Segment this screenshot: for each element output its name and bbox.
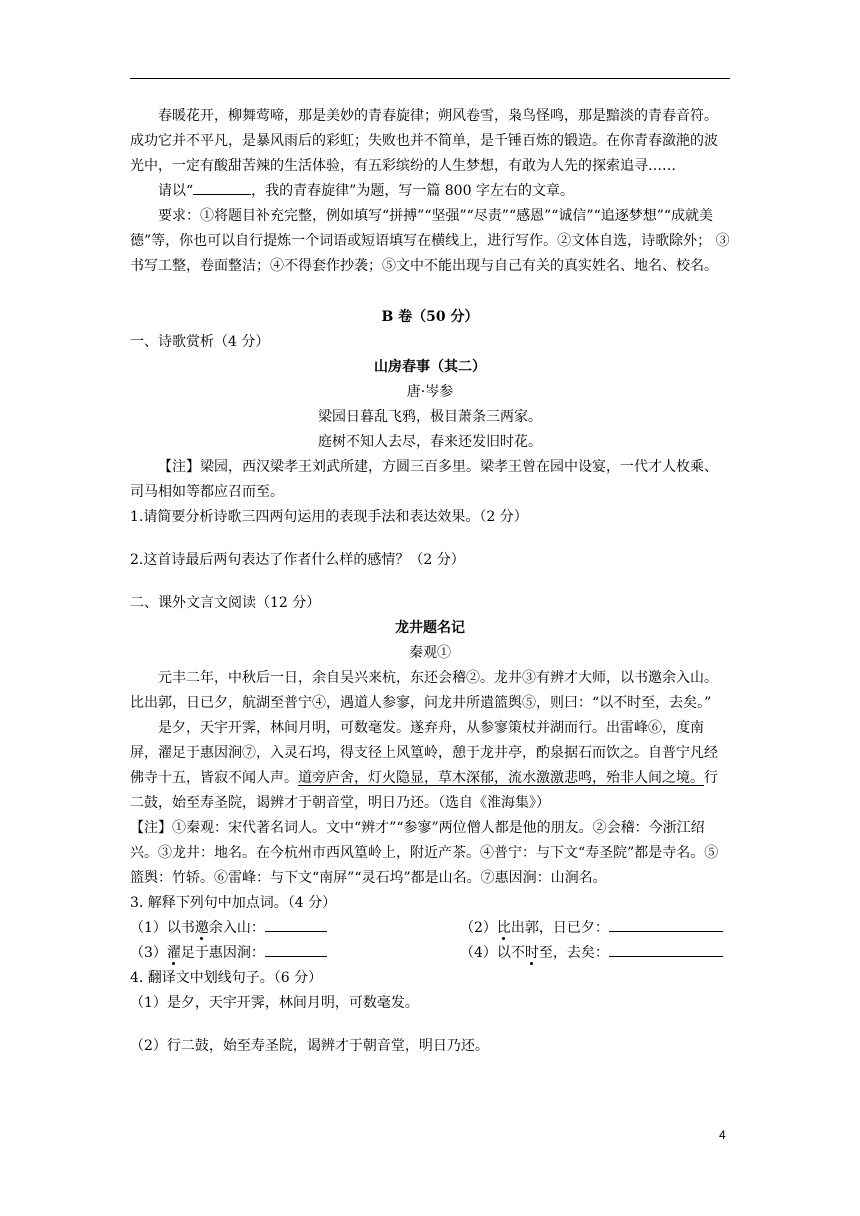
dotted-word: 邀 [194, 920, 209, 936]
dotted-word: 时 [524, 945, 539, 961]
dotted-word: 濯 [166, 945, 181, 961]
header-rule [130, 78, 730, 79]
q3-row [130, 916, 730, 941]
q3-item-1: （1）以书邀余入山： [130, 916, 460, 941]
poem-line: 梁园日暮乱飞鸦，极目萧条三两家。 [318, 409, 542, 425]
part2-heading: 二、课外文言文阅读（12 分） [130, 595, 321, 611]
text-author: 秦观① [409, 645, 451, 661]
question-4-2: （2）行二鼓，始至寿圣院，谒辨才于朝音堂，明日乃还。 [130, 1038, 489, 1054]
poem-title: 山房春事（其二） [374, 359, 486, 375]
page-number: 4 [719, 1128, 726, 1142]
text-title: 龙井题名记 [395, 620, 465, 636]
answer-blank[interactable] [609, 942, 723, 957]
poem-line: 庭树不知人去尽，春来还发旧时花。 [318, 434, 542, 450]
question-4-1: （1）是夕，天宇开霁，林间月明，可数毫发。 [130, 995, 419, 1011]
essay-prompt: 请以“ ，我的青春旋律”为题，写一篇 800 字左右的文章。 [130, 179, 730, 204]
question-3: 3. 解释下列句中加点词。（4 分） [130, 895, 337, 911]
text-note: 【注】①秦观：宋代著名词人。文中“辨才”“参寥”两位僧人都是他的朋友。②会稽：今浙江绍兴。③龙井：地名。在今杭州市西风篁岭上，附近产茶。④普宁：与下文“寿圣院”都是寺名。⑤篮舆：竹轿。⑥雷峰：与下文“南屏”“灵石坞”都是山名。⑦惠因涧：山涧名。 [130, 820, 719, 886]
q3-item-4: （4）以不时至，去矣： [460, 941, 730, 966]
underlined-sentence: 道旁庐舍，灯火隐显，草木深郁，流水激激悲鸣，殆非人间之境。 [298, 770, 704, 786]
dotted-word: 比 [496, 920, 511, 936]
q3-item-3: （3）濯足于惠因涧： [130, 941, 460, 966]
question-4: 4. 翻译文中划线句子。（6 分） [130, 970, 323, 986]
title-blank[interactable] [193, 180, 251, 195]
answer-blank[interactable] [265, 942, 327, 957]
part1-heading: 一、诗歌赏析（4 分） [130, 334, 270, 350]
poem-note: 【注】梁园，西汉梁孝王刘武所建，方圆三百多里。梁孝王曾在园中设宴，一代才人枚乘、司马相如等都应召而至。 [130, 459, 718, 500]
text-paragraph: 元丰二年，中秋后一日，余自吴兴来杭，东还会稽②。龙井③有辨才大师，以书邀余入山。比出郭，日已夕，航湖至普宁④，遇道人参寥，问龙井所遣篮舆⑤，则曰：“以不时至，去矣。” [130, 670, 718, 711]
answer-blank[interactable] [265, 917, 327, 932]
document-page [130, 104, 730, 1059]
question-1: 1.请简要分析诗歌三四两句运用的表现手法和表达效果。（2 分） [130, 509, 528, 525]
essay-requirements: 要求：①将题目补充完整，例如填写“拼搏”“坚强”“尽责”“感恩”“诚信”“追逐梦想”“成就美德”等，你也可以自行提炼一个词语或短语填写在横线上，进行写作。②文体自选，诗歌除外； ③书写工整，卷面整洁；④不得套作抄袭；⑤文中不能出现与自己有关的真实姓名、地名、校名。 [130, 208, 730, 274]
poem-author: 唐·岑参 [406, 384, 454, 400]
text-paragraph: 是夕，天宇开霁，林间月明，可数毫发。遂弃舟，从参寥策杖并湖而行。出雷峰⑥，度南屏，濯足于惠因涧⑦，入灵石坞，得支径上风篁岭，憩于龙井亭，酌泉据石而饮之。自普宁凡经佛寺十五，皆寂不闻人声。道旁庐舍，灯火隐显，草木深郁，流水激激悲鸣，殆非人间之境。行二鼓，始至寿圣院，谒辨才于朝音堂，明日乃还。（选自《淮海集》） [130, 720, 718, 811]
question-2: 2.这首诗最后两句表达了作者什么样的感情？（2 分） [130, 552, 465, 568]
q3-item-2: （2）比出郭，日已夕： [460, 916, 730, 941]
essay-intro: 春暖花开，柳舞莺啼，那是美妙的青春旋律；朔风卷雪，枭鸟怪鸣，那是黯淡的青春音符。成功它并不平凡，是暴风雨后的彩虹；失败也并不简单，是千锤百炼的锻造。在你青春潋滟的波光中，一定有酸甜苦辣的生活体验，有五彩缤纷的人生梦想，有敢为人先的探索追寻…… [130, 108, 718, 174]
section-b-title: B 卷（50 分） [381, 309, 479, 325]
q3-row [130, 941, 730, 966]
answer-blank[interactable] [609, 917, 723, 932]
